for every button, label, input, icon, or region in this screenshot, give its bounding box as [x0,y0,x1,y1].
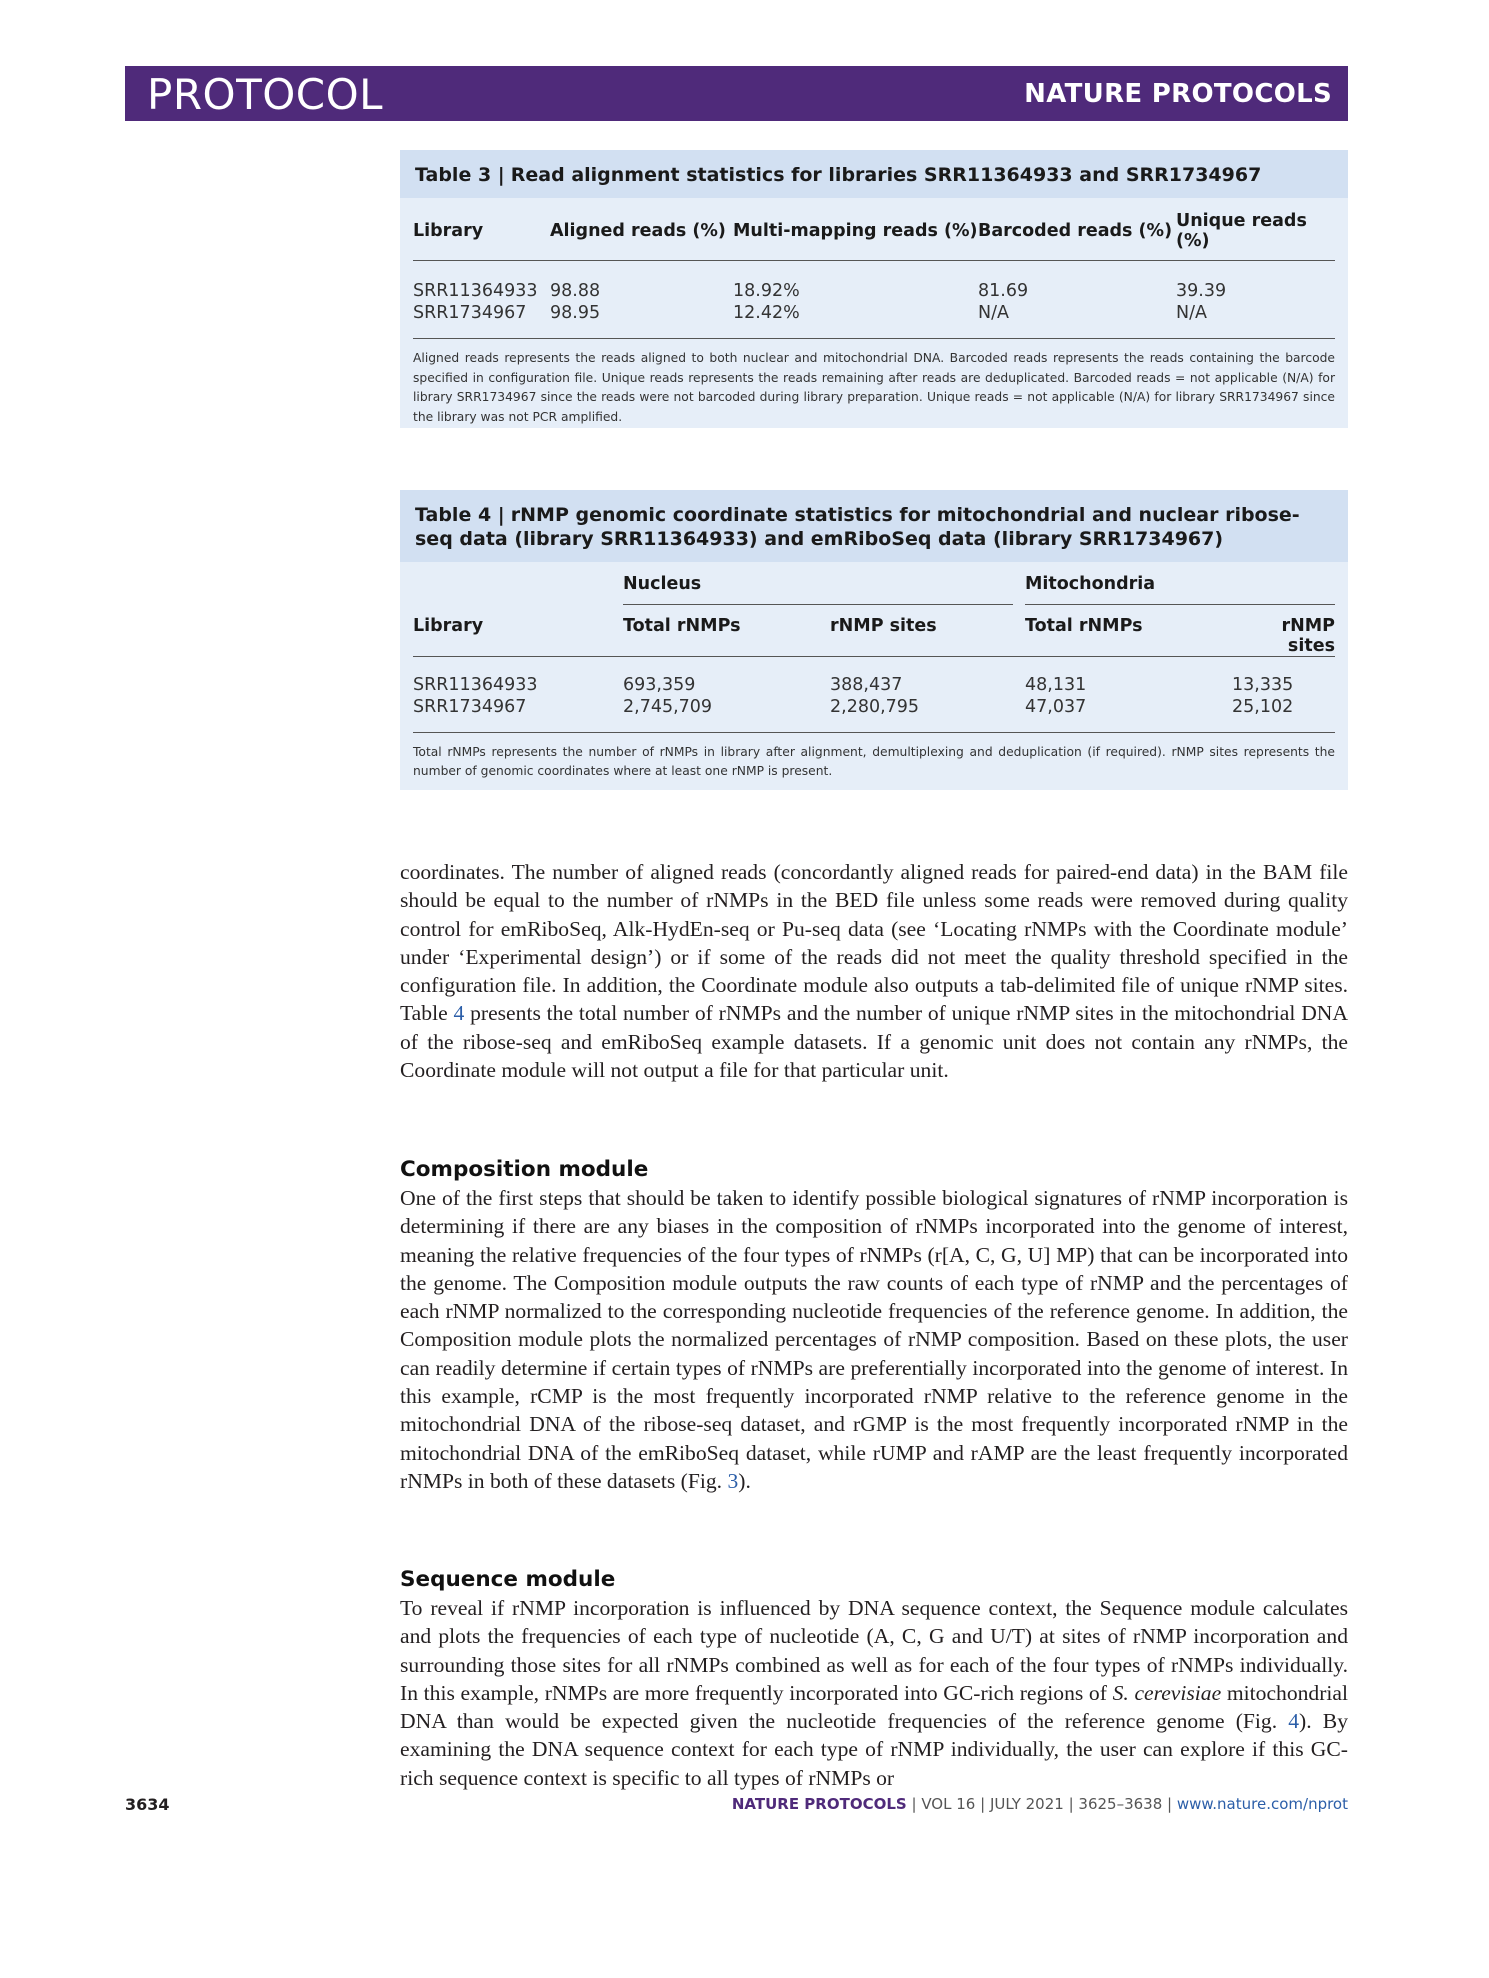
column-header: rNMP sites [1281,616,1335,656]
table-cell: 12.42% [733,302,800,323]
table-cell: 13,335 [1232,675,1294,695]
table-4-link[interactable]: 4 [453,1001,465,1026]
table-cell: 98.88 [550,280,601,301]
table-3-label: Table 3 | [415,164,505,186]
table-cell: 2,745,709 [623,697,713,717]
table-4-grid [413,562,1335,733]
column-header: Barcoded reads (%) [978,220,1173,241]
footer-url-link[interactable]: www.nature.com/nprot [1176,1795,1348,1813]
table-row [413,695,1335,732]
column-header: Library [413,220,484,241]
journal-name: NATURE PROTOCOLS [1024,79,1332,109]
table-3 [400,150,1348,428]
table-3-caption [400,150,1348,198]
table-cell: 388,437 [830,675,903,695]
table-cell: 81.69 [978,280,1029,301]
section-heading: Sequence module [400,1567,616,1592]
table-row [413,260,1335,301]
table-3-header-row [413,198,1335,260]
table-4-header-row [413,608,1335,657]
table-4-footnote: Total rNMPs represents the number of rNMPs in library after alignment, demultiplexing and deduplication (if required). rNMP sites represents the number of genomic coordinates where at least one rNMP is present. [413,744,1335,778]
table-cell: 2,280,795 [830,697,920,717]
table-4-title: rNMP genomic coordinate statistics for mitochondrial and nuclear ribose-seq data (library SRR11364933) and emRiboSeq data (library SRR1734967) [415,504,1300,550]
section-composition [400,1156,1348,1495]
table-cell: SRR11364933 [413,280,538,301]
column-header: rNMP sites [830,616,937,636]
table-3-grid [413,198,1335,339]
table-cell: N/A [1176,302,1207,323]
page-number: 3634 [125,1795,170,1814]
table-cell: SRR11364933 [413,675,538,695]
section-sequence [400,1566,1348,1792]
table-cell: 98.95 [550,302,601,323]
table-cell: 18.92% [733,280,800,301]
table-3-title: Read alignment statistics for libraries SRR11364933 and SRR1734967 [510,164,1262,186]
figure-4-link[interactable]: 4 [1288,1709,1300,1734]
column-header: Multi-mapping reads (%) [733,220,978,241]
paragraph-coordinates: coordinates. The number of aligned reads (concordantly aligned reads for paired-end data) in the BAM file should be equal to the number of rNMPs in the BED file unless some reads were removed during quality control for emRiboSeq, Alk-HydEn-seq or Pu-seq data (see ‘Locating rNMPs with the Coordinate module’ under ‘Experimental design’) or if some of the reads did not meet the quality threshold specified in the configuration file. In addition, the Coordinate module also outputs a tab-delimited file of unique rNMP sites. Table 4 presents the total number of rNMPs and the number of unique rNMP sites in the mitochondrial DNA of the ribose-seq and emRiboSeq example datasets. If a genomic unit does not contain any rNMPs, the Coordinate module will not output a file for that particular unit. [400,860,1348,1083]
group-header-nucleus: Nucleus [623,562,1025,608]
table-cell: 693,359 [623,675,696,695]
column-header: Total rNMPs [1025,616,1143,636]
table-cell: SRR1734967 [413,697,527,717]
column-header: Aligned reads (%) [550,220,726,241]
table-cell: 48,131 [1025,675,1087,695]
column-header: Library [413,616,484,636]
footer-pages: 3625–3638 [1078,1795,1163,1813]
table-row [413,657,1335,696]
table-4-caption [400,490,1348,562]
table-cell: 25,102 [1232,697,1294,717]
footer-date: JULY 2021 [989,1795,1064,1813]
header-banner [125,66,1348,121]
table-cell: 47,037 [1025,697,1087,717]
table-row [413,301,1335,339]
table-cell: 39.39 [1176,280,1227,301]
section-heading: Composition module [400,1157,649,1182]
table-4 [400,490,1348,790]
table-4-group-row [413,562,1335,608]
footer-volume: VOL 16 [921,1795,976,1813]
column-header: Total rNMPs [623,616,741,636]
figure-3-link[interactable]: 3 [727,1468,739,1493]
section-label: PROTOCOL [147,70,384,119]
group-header-mitochondria: Mitochondria [1025,562,1335,608]
column-header: Unique reads (%) [1176,210,1307,251]
footer-citation: NATURE PROTOCOLS | VOL 16 | JULY 2021 | 3625–3638 | www.nature.com/nprot [731,1795,1348,1813]
table-4-label: Table 4 | [415,504,505,526]
paragraph-composition: One of the first steps that should be taken to identify possible biological signatures of rNMP incorporation is determining if there are any biases in the composition of rNMPs incorporated into the genome of interest, meaning the relative frequencies of the four types of rNMPs (r[A, C, G, U] MP) that can be incorporated into the genome. The Composition module outputs the raw counts of each type of rNMP and the percentages of each rNMP normalized to the corresponding nucleotide frequencies of the reference genome. In addition, the Composition module plots the normalized percentages of rNMP composition. Based on these plots, the user can readily determine if certain types of rNMPs are preferentially incorporated into the genome of interest. In this example, rCMP is the most frequently incorporated rNMP relative to the reference genome in the mitochondrial DNA of the ribose-seq dataset, and rGMP is the most frequently incorporated rNMP in the mitochondrial DNA of the emRiboSeq dataset, while rUMP and rAMP are the least frequently incorporated rNMPs in both of these datasets (Fig. 3). [400,1186,1348,1493]
table-3-footnote: Aligned reads represents the reads aligned to both nuclear and mitochondrial DNA. Barcoded reads represents the reads containing the barcode specified in configuration file. Unique reads represents the reads remaining after reads are deduplicated. Barcoded reads = not applicable (N/A) for library SRR1734967 since the reads were not barcoded during library preparation. Unique reads = not applicable (N/A) for library SRR1734967 since the library was not PCR amplified. [413,351,1335,424]
table-cell: N/A [978,302,1009,323]
table-cell: SRR1734967 [413,302,527,323]
footer-journal: NATURE PROTOCOLS [731,1795,907,1813]
paragraph-sequence: To reveal if rNMP incorporation is influenced by DNA sequence context, the Sequence module calculates and plots the frequencies of each type of nucleotide (A, C, G and U/T) at sites of rNMP incorporation and surrounding those sites for all rNMPs combined as well as for each of the four types of rNMPs individually. In this example, rNMPs are more frequently incorporated into GC-rich regions of S. cerevisiae mitochondrial DNA than would be expected given the nucleotide frequencies of the reference genome (Fig. 4). By examining the DNA sequence context for each type of rNMP individually, the user can explore if this GC-rich sequence context is specific to all types of rNMPs or [400,1596,1348,1790]
